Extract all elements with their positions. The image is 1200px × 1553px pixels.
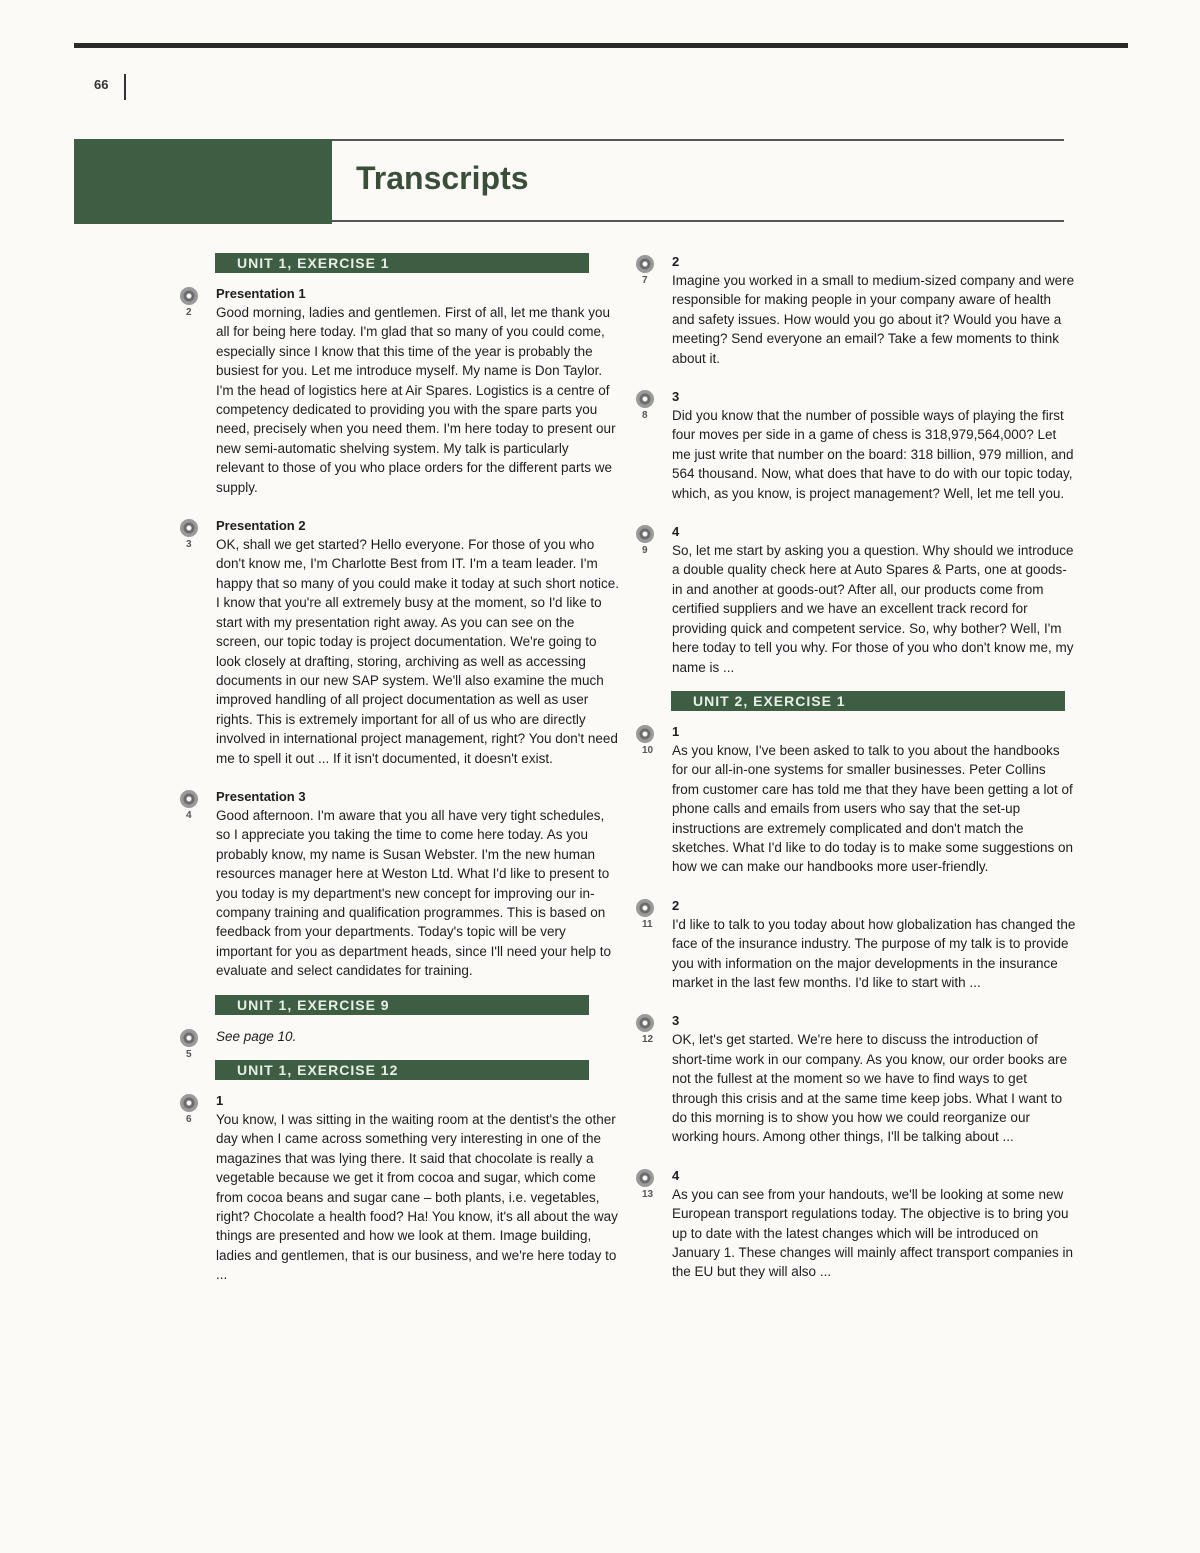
track-number: 13 — [642, 1188, 654, 1200]
entry-heading: 1 — [216, 1093, 224, 1108]
transcript-entry — [180, 1092, 620, 1285]
section-header: UNIT 1, EXERCISE 9 — [215, 995, 589, 1015]
entry-text: Good morning, ladies and gentlemen. First of all, let me thank you all for being here today. I'm glad that so many of you could come, especially since I know that this time of the year is probably the busiest for you. Let me introduce myself. My name is Don Taylor. I'm the head of logistics here at Air Spares. Logistics is a centre of competency dedicated to providing you with the spare parts you need, precisely when you need them. I'm here today to present our new semi-automatic shelving system. My talk is particularly relevant to those of you who place orders for the different parts we supply. — [216, 305, 616, 495]
entry-heading: 3 — [672, 389, 680, 405]
entry-text: Good afternoon. I'm aware that you all have very tight schedules, so I appreciate you taking the time to come here today. As you probably know, my name is Susan Webster. I'm the new human resources manager here at Weston Ltd. What I'd like to present to you today is my department's new concept for improving our in-company training and qualification programmes. This is based on feedback from your departments. Today's topic will be very important for you as department heads, since I'll need your help to evaluate and select candidates for training. — [216, 807, 612, 979]
audio-cd-icon — [180, 1029, 198, 1047]
section-header: UNIT 1, EXERCISE 1 — [215, 253, 589, 273]
audio-cd-icon — [636, 255, 654, 273]
transcript-entry — [636, 897, 1076, 993]
track-number: 2 — [186, 307, 192, 318]
entry-text: So, let me start by asking you a question. Why should we introduce a double quality check here at Auto Spares & Parts, one at goods-in and another at goods-out? After all, our products come from certified suppliers and we have an excellent track record for providing quick and competent service. So, why bother? Well, I'm here today to tell you why. For those of you who don't know me, my name is ... — [672, 543, 1074, 675]
top-rule — [74, 43, 1128, 48]
entry-heading: Presentation 1 — [216, 286, 306, 301]
entry-heading: 2 — [672, 254, 680, 269]
transcript-entry — [636, 1167, 1076, 1282]
right-column — [636, 253, 1076, 1282]
page-title: Transcripts — [356, 160, 529, 196]
track-number: 5 — [186, 1048, 192, 1060]
entry-text: As you can see from your handouts, we'll be looking at some new European transport regulations today. The objective is to bring you up to date with the latest changes which will be introduced on January 1. These changes will mainly affect transport companies in the EU but they will also ... — [672, 1186, 1073, 1280]
transcript-entry — [636, 723, 1076, 877]
entry-heading: 4 — [672, 1167, 680, 1183]
section-header: UNIT 1, EXERCISE 12 — [215, 1060, 589, 1080]
entry-heading: Presentation 3 — [216, 788, 306, 804]
audio-cd-icon — [636, 390, 654, 408]
audio-cd-icon — [180, 519, 198, 537]
entry-text: You know, I was sitting in the waiting room at the dentist's the other day when I came across something very interesting in one of the magazines that was lying there. It said that chocolate is really a vegetable because we get it from cocoa and sugar, which come from cocoa beans and sugar cane – both plants, i.e. vegetables, right? Chocolate a health food? Ha! You know, it's all about the way things are presented and how we look at them. Image building, ladies and gentlemen, that is our business, and we're here today to ... — [216, 1112, 618, 1283]
audio-cd-icon — [180, 1094, 198, 1112]
track-number: 7 — [642, 275, 648, 286]
transcript-entry — [636, 388, 1076, 503]
audio-cd-icon — [636, 525, 654, 543]
entry-heading: Presentation 2 — [216, 518, 306, 534]
track-number: 11 — [642, 918, 653, 930]
left-column — [180, 253, 620, 1285]
transcript-entry — [180, 788, 620, 981]
title-band — [74, 139, 332, 224]
audio-cd-icon — [636, 1014, 654, 1032]
audio-cd-icon — [636, 725, 654, 743]
title-rule-bottom — [332, 220, 1064, 222]
entry-text: Did you know that the number of possible ways of playing the first four moves per side in a game of chess is 318,979,564,000? Let me just write that number on the board: 318 billion, 979 million, and 564 thousand. Now, what does that have to do with our topic today, which, as you know, is project management? Well, let me tell you. — [672, 408, 1074, 501]
transcript-entry — [180, 517, 620, 768]
page-number: 66 — [94, 77, 109, 92]
audio-cd-icon — [636, 1169, 654, 1187]
track-number: 6 — [186, 1114, 192, 1125]
track-number: 10 — [642, 744, 654, 756]
entry-heading: 3 — [672, 1013, 680, 1029]
entry-heading: 2 — [672, 897, 680, 913]
transcript-entry — [636, 1012, 1076, 1146]
entry-text: OK, shall we get started? Hello everyone. For those of you who don't know me, I'm Charlotte Best from IT. I'm a team leader. I'm happy that so many of you could make it today at such short notice. I know that you're all extremely busy at the moment, so I'd like to start with my presentation right away. As you can see on the screen, our topic today is project documentation. We're going to look closely at drafting, storing, archiving as well as accessing documents in our new SAP system. We'll also examine the much improved handling of all project documentation as well as user rights. This is extremely important for all of us who are directly involved in international project management, right? You don't need me to spell it out ... If it isn't documented, it doesn't exist. — [216, 537, 619, 766]
audio-cd-icon — [180, 287, 198, 305]
transcript-entry — [636, 253, 1076, 368]
entry-text: See page 10. — [216, 1028, 297, 1044]
page-number-divider — [124, 74, 126, 100]
transcript-entry — [180, 1027, 620, 1060]
entry-text: Imagine you worked in a small to medium-sized company and were responsible for making people in your company aware of health and safety issues. How would you go about it? Would you have a meeting? Send everyone an email? Take a few moments to think about it. — [672, 273, 1075, 366]
track-number: 4 — [186, 809, 192, 821]
transcript-entry — [180, 285, 620, 497]
transcript-entry — [636, 523, 1076, 677]
entry-heading: 4 — [672, 524, 680, 540]
track-number: 9 — [642, 545, 648, 557]
entry-heading: 1 — [672, 723, 680, 739]
track-number: 8 — [642, 410, 648, 422]
track-number: 12 — [642, 1034, 654, 1046]
title-rule-top — [332, 139, 1064, 141]
entry-text: As you know, I've been asked to talk to you about the handbooks for our all-in-one systems for smaller businesses. Peter Collins from customer care has told me that they have been getting a lot of phone calls and emails from users who say that the set-up instructions are extremely complicated and don't match the sketches. What I'd like to do today is to make some suggestions on how we can make our handbooks more user-friendly. — [672, 742, 1074, 875]
entry-text: I'd like to talk to you today about how globalization has changed the face of the insurance industry. The purpose of my talk is to provide you with information on the major developments in the insurance market in the last few months. I'd like to start with ... — [672, 916, 1076, 990]
audio-cd-icon — [180, 790, 198, 808]
entry-text: OK, let's get started. We're here to discuss the introduction of short-time work in our company. As you know, our order books are not the fullest at the moment so we have to find ways to get through this crisis and at the same time keep jobs. What I want to do this morning is to show you how we could reorganize our working hours. Among other things, I'll be talking about ... — [672, 1032, 1068, 1145]
audio-cd-icon — [636, 899, 654, 917]
track-number: 3 — [186, 539, 192, 551]
section-header: UNIT 2, EXERCISE 1 — [671, 691, 1065, 711]
